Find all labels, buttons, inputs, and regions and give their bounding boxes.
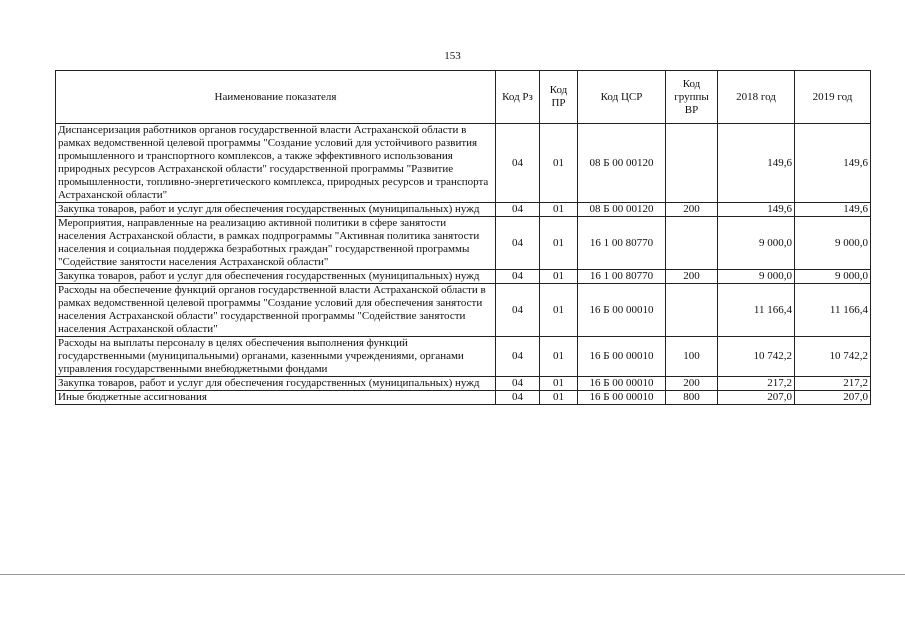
header-2018: 2018 год <box>718 71 795 124</box>
header-2019: 2019 год <box>795 71 871 124</box>
row-2018: 217,2 <box>718 377 795 391</box>
row-pr: 01 <box>540 203 578 217</box>
row-pr: 01 <box>540 284 578 337</box>
table-row <box>56 124 871 203</box>
row-rz: 04 <box>496 270 540 284</box>
row-rz: 04 <box>496 391 540 405</box>
row-2018: 149,6 <box>718 124 795 203</box>
row-name: Мероприятия, направленные на реализацию активной политики в сфере занятости населения Астраханской области, в рамках подпрограммы "Активная политика занятости населения и социальная поддержка безработных граждан" государственной программы "Содействие занятости населения Астраханской области" <box>56 217 496 270</box>
table-row <box>56 391 871 405</box>
row-rz: 04 <box>496 284 540 337</box>
row-vr: 200 <box>666 270 718 284</box>
row-name: Расходы на обеспечение функций органов государственной власти Астраханской области в рамках ведомственной целевой программы "Создание условий для обеспечения занятости населения Астраханской области" государственной программы "Содействие занятости населения Астраханской области" <box>56 284 496 337</box>
row-csr: 16 1 00 80770 <box>578 270 666 284</box>
row-rz: 04 <box>496 217 540 270</box>
table-row <box>56 337 871 377</box>
row-2019: 149,6 <box>795 203 871 217</box>
row-vr: 200 <box>666 203 718 217</box>
row-rz: 04 <box>496 377 540 391</box>
header-vr: Код группы ВР <box>666 71 718 124</box>
row-csr: 16 Б 00 00010 <box>578 391 666 405</box>
row-2018: 11 166,4 <box>718 284 795 337</box>
row-name: Расходы на выплаты персоналу в целях обеспечения выполнения функций государственными (муниципальными) органами, казенными учреждениями, органами управления государственными внебюджетными фондами <box>56 337 496 377</box>
row-csr: 16 Б 00 00010 <box>578 377 666 391</box>
row-vr <box>666 124 718 203</box>
header-rz: Код Рз <box>496 71 540 124</box>
row-name: Иные бюджетные ассигнования <box>56 391 496 405</box>
row-csr: 08 Б 00 00120 <box>578 203 666 217</box>
row-2019: 149,6 <box>795 124 871 203</box>
row-rz: 04 <box>496 124 540 203</box>
header-pr: Код ПР <box>540 71 578 124</box>
row-vr: 800 <box>666 391 718 405</box>
row-2019: 217,2 <box>795 377 871 391</box>
table-row <box>56 217 871 270</box>
row-vr <box>666 217 718 270</box>
row-2018: 207,0 <box>718 391 795 405</box>
row-2019: 207,0 <box>795 391 871 405</box>
row-2018: 9 000,0 <box>718 270 795 284</box>
table-header-row <box>56 71 871 124</box>
row-name: Закупка товаров, работ и услуг для обеспечения государственных (муниципальных) нужд <box>56 377 496 391</box>
row-name: Закупка товаров, работ и услуг для обеспечения государственных (муниципальных) нужд <box>56 203 496 217</box>
row-csr: 08 Б 00 00120 <box>578 124 666 203</box>
page-bottom-rule <box>0 574 905 575</box>
row-rz: 04 <box>496 203 540 217</box>
row-2019: 10 742,2 <box>795 337 871 377</box>
page-number: 153 <box>444 50 461 62</box>
row-pr: 01 <box>540 124 578 203</box>
row-vr <box>666 284 718 337</box>
row-2019: 9 000,0 <box>795 270 871 284</box>
row-name: Закупка товаров, работ и услуг для обеспечения государственных (муниципальных) нужд <box>56 270 496 284</box>
table-row <box>56 377 871 391</box>
table-row <box>56 270 871 284</box>
header-name: Наименование показателя <box>56 71 496 124</box>
row-pr: 01 <box>540 391 578 405</box>
table-row <box>56 284 871 337</box>
row-pr: 01 <box>540 377 578 391</box>
row-name: Диспансеризация работников органов государственной власти Астраханской области в рамках ведомственной целевой программы "Создание условий для устойчивого развития промышленного и транспортного комплексов, а также эффективного использования природных ресурсов Астраханской области" государственной программы "Развитие промышленности, топливно-энергетического комплекса, природных ресурсов и транспорта Астраханской области" <box>56 124 496 203</box>
row-rz: 04 <box>496 337 540 377</box>
budget-table <box>55 70 871 405</box>
row-csr: 16 Б 00 00010 <box>578 284 666 337</box>
row-2019: 9 000,0 <box>795 217 871 270</box>
row-2019: 11 166,4 <box>795 284 871 337</box>
row-pr: 01 <box>540 270 578 284</box>
row-csr: 16 Б 00 00010 <box>578 337 666 377</box>
row-pr: 01 <box>540 337 578 377</box>
table-row <box>56 203 871 217</box>
row-2018: 10 742,2 <box>718 337 795 377</box>
row-vr: 100 <box>666 337 718 377</box>
row-pr: 01 <box>540 217 578 270</box>
row-2018: 9 000,0 <box>718 217 795 270</box>
row-csr: 16 1 00 80770 <box>578 217 666 270</box>
row-2018: 149,6 <box>718 203 795 217</box>
header-csr: Код ЦСР <box>578 71 666 124</box>
row-vr: 200 <box>666 377 718 391</box>
